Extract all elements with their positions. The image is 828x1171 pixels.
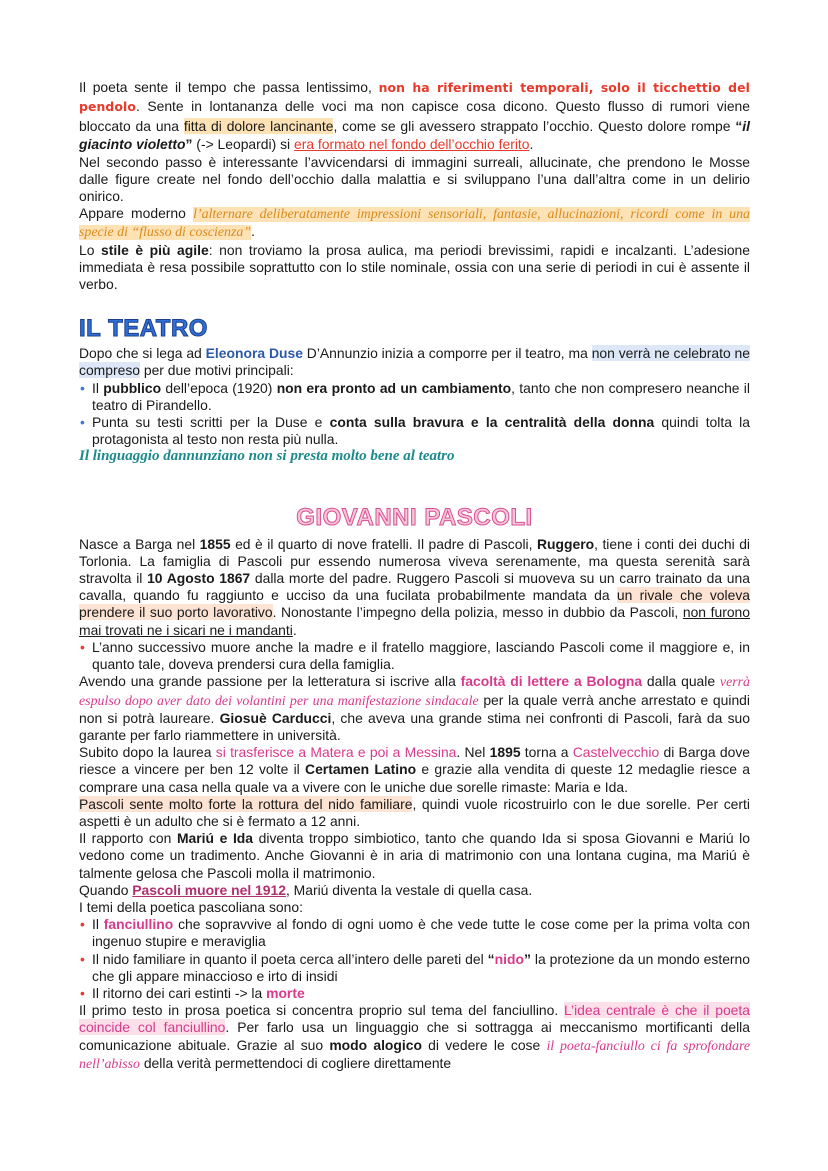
paragraph-stile: Lo stile è più agile: non troviamo la prosa aulica, ma periodi brevissimi, rapidi e incalzanti. L’adesione immediata è resa possibile soprattutto con lo stile nominale, ossia con una serie di periodi in cui è assente il verbo. [79,241,750,293]
highlight-nido: Pascoli sente molto forte la rottura del nido familiare [79,795,413,812]
teatro-conclusion: Il linguaggio dannunziano non si presta molto bene al teatro [79,448,455,465]
paragraph-universita: Avendo una grande passione per la letteratura si iscrive alla facoltà di lettere a Bologna dalla quale verrà espulso dopo aver dato dei volantini per una manifestazione sindacale per la quale verrà anche arrestato e quindi non si potrà laureare. Giosuè Carducci, che aveva una grande stima nei confronti di Pascoli, farà da suo garante per farlo riammettere in università. [79,673,750,743]
red-note-pendolo: non ha riferimenti temporali, solo il ticchettio del pendolo [79,80,750,115]
paragraph-teatro-intro: Dopo che si lega ad Eleonora Duse D’Annunzio inizia a comporre per il teatro, ma non verrà ne celebrato ne compreso per due motivi principali: [79,345,750,379]
highlight-flusso-coscienza: l’alternare deliberatamente impressioni sensoriali, fantasie, allucinazioni, ricordi come in una specie di “flusso di coscienza” [79,207,750,241]
pascoli-morte-1912: Pascoli muore nel 1912 [132,881,286,898]
paragraph-morte: Quando Pascoli muore nel 1912, Mariú diventa la vestale di quella casa. [79,881,533,898]
paragraph-secondo-passo: Nel secondo passo è interessante l’avvicendarsi di immagini surreali, allucinate, che prendono le Mosse dalle figure create nel fondo dell’occhio dalla malattia e si sviluppano l’una dall’altra come in un delirio onirico. [79,153,750,205]
list-item: • Il ritorno dei cari estinti -> la morte [79,985,750,1002]
giacinto-violetto: il giacinto violetto [79,117,750,153]
list-item: • Il pubblico dell’epoca (1920) non era pronto ad un cambiamento, tanto che non compresero neanche il teatro di Pirandello. [79,380,750,414]
paragraph-laurea: Subito dopo la laurea si trasferisce a Matera e poi a Messina. Nel 1895 torna a Castelvecchio di Barga dove riesce a vincere per ben 12 volte il Certamen Latino e grazie alla vendita di queste 12 medaglie riesce a comprare una casa nella quale va a vivere con le uniche due sorelle rimaste: Maria e Ida. [79,744,751,795]
list-item: • L’anno successivo muore anche la madre e il fratello maggiore, lasciando Pascoli come il maggiore e, in quanto tale, doveva prendersi cura della famiglia. [79,639,750,673]
list-item: • Il nido familiare in quanto il poeta cerca all’intero delle pareti del “nido” la protezione da un mondo esterno che gli appare minaccioso e irto di insidi [79,951,750,985]
list-item: • Il fanciullino che sopravvive al fondo di ogni uomo è che vede tutte le cose come per la prima volta con ingenuo stupire e meraviglia [79,916,750,950]
highlight-non-compreso: non verrà ne celebrato ne compreso [79,345,750,379]
pascoli-family-list [79,639,750,673]
paragraph-mariu-ida: Il rapporto con Mariú e Ida diventa troppo simbiotico, tanto che quando Ida si sposa Giovanni e Mariú lo vedono come un tradimento. Anche Giovanni è in aria di matrimonio con una lontana cugina, ma Mariú è talmente gelosa che Pascoli molla il matrimonio. [79,830,750,881]
heading-il-teatro: IL TEATRO [79,315,208,343]
paragraph-nido: Pascoli sente molto forte la rottura del nido familiare, quindi vuole ricostruirlo con le due sorelle. Per certi aspetti è un adulto che si è fermato a 12 anni. [79,795,750,829]
highlight-dolore: fitta di dolore lancinante [183,117,334,134]
highlight-idea-centrale: L’idea centrale è che il poeta coincide col fanciullino [79,1002,750,1036]
eleonora-duse: Eleonora Duse [205,345,303,362]
heading-giovanni-pascoli: GIOVANNI PASCOLI [296,503,533,531]
paragraph-fanciullino: Il primo testo in prosa poetica si concentra proprio sul tema del fanciullino. L’idea centrale è che il poeta coincide col fanciullino. Per farlo usa un linguaggio che si sottragga ai meccanismo mortificanti della comunicazione abituale. Grazie al suo modo alogico di vedere le cose il poeta-fanciullo ci fa sprofondare nell’abisso della verità permettendoci di cogliere direttamente [79,1002,751,1072]
paragraph-tempo: Il poeta sente il tempo che passa lentissimo, non ha riferimenti temporali, solo il ticchettio del pendolo. Sente in lontananza delle voci ma non capisce cosa dicono. Questo flusso di rumori viene bloccato da una fitta di dolore lancinante, come se gli avessero strappato l’occhio. Questo dolore rompe “il giacinto violetto” (-> Leopardi) si era formato nel fondo dell’occhio ferito. [79,79,750,153]
teatro-reasons-list [79,380,750,449]
underlined-sicari: non furono mai trovati ne i sicari ne i mandanti [79,604,750,638]
facolta-lettere: facoltà di lettere a Bologna [460,673,643,690]
paragraph-moderno: Appare moderno l’alternare deliberatamente impressioni sensoriali, fantasie, allucinazioni, ricordi come in una specie di “flusso di coscienza”. [79,205,750,241]
red-underlined-occhio: era formato nel fondo dell’occhio ferito [293,136,530,153]
temi-list [79,916,750,1002]
highlight-rivale: un rivale che voleva prendere il suo porto lavorativo [79,587,750,621]
list-item: • Punta su testi scritti per la Duse e conta sulla bravura e la centralità della donna quindi tolta la protagonista al testo non resta più nulla. [79,414,750,448]
espulso-note: verrà espulso dopo aver dato dei volantini per una manifestazione sindacale [79,675,750,709]
paragraph-nascita: Nasce a Barga nel 1855 ed è il quarto di nove fratelli. Il padre di Pascoli, Ruggero, tiene i conti dei duchi di Torlonia. La famiglia di Pascoli pur essendo numerosa viveva serenamente, ma questa serenità sarà stravolta il 10 Agosto 1867 dalla morte del padre. Ruggero Pascoli si muoveva su un carro trainato da una cavalla, quando fu raggiunto e ucciso da una fucilata probabilmente mandata da un rivale che voleva prendere il suo porto lavorativo. Nonostante l’impegno della polizia, messo in dubbio da Pascoli, non furono mai trovati ne i sicari ne i mandanti. [79,535,751,638]
paragraph-temi: I temi della poetica pascoliana sono: [79,898,303,915]
